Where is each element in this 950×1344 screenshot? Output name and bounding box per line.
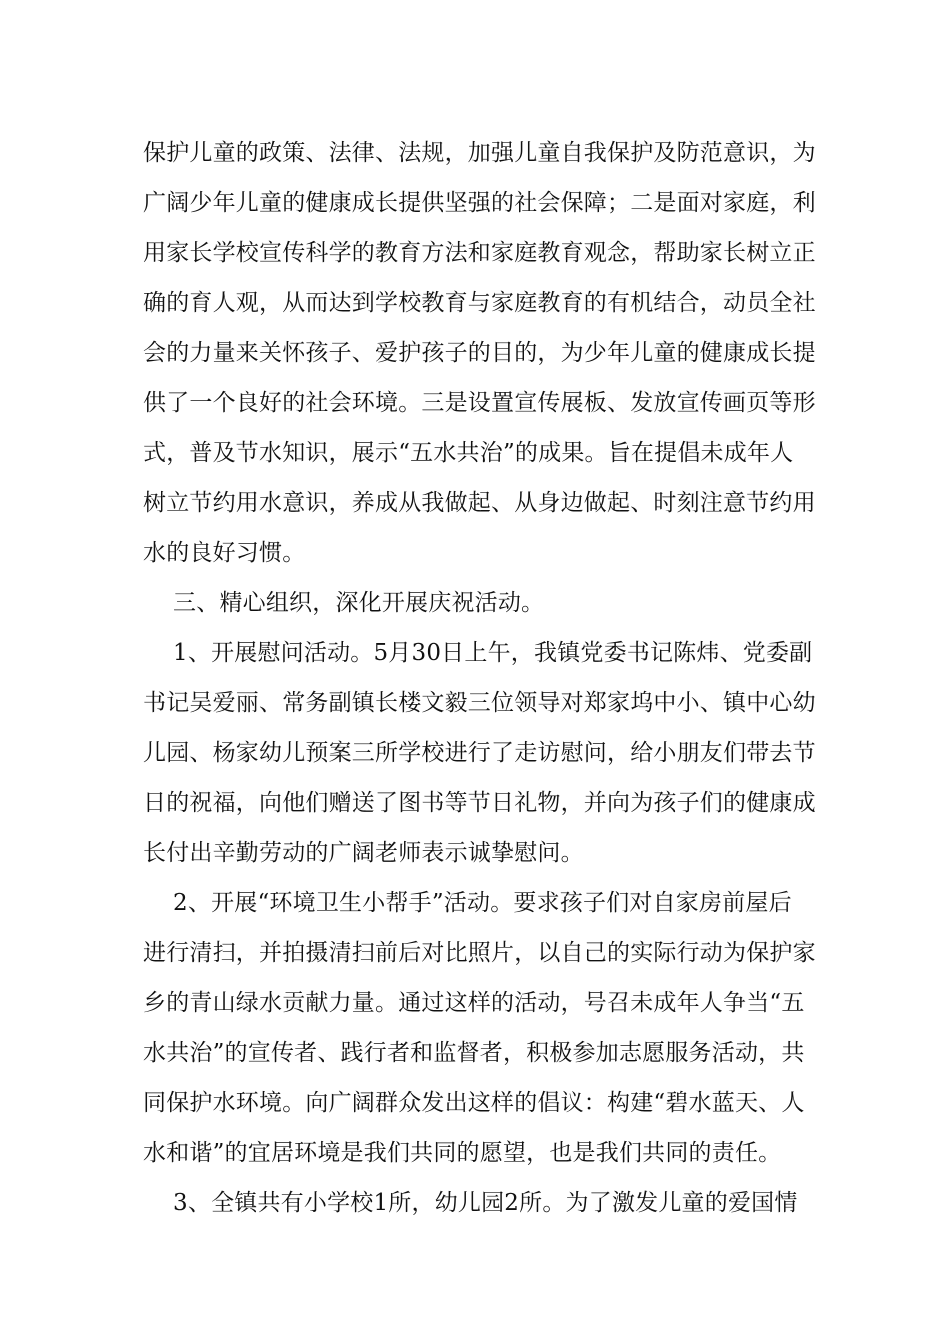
text-line: 2、开展“环境卫生小帮手”活动。要求孩子们对自家房前屋后 bbox=[143, 890, 792, 916]
text-line: 用家长学校宣传科学的教育方法和家庭教育观念，帮助家长树立正 bbox=[143, 240, 816, 266]
text-line: 供了一个良好的社会环境。三是设置宣传展板、发放宣传画页等形 bbox=[143, 390, 816, 416]
text-line: 水和谐”的宜居环境是我们共同的愿望，也是我们共同的责任。 bbox=[143, 1140, 782, 1166]
text-line: 同保护水环境。向广阔群众发出这样的倡议：构建“碧水蓝天、人 bbox=[143, 1090, 805, 1116]
text-line: 确的育人观，从而达到学校教育与家庭教育的有机结合，动员全社 bbox=[143, 290, 816, 316]
text-line: 式，普及节水知识，展示“五水共治”的成果。旨在提倡未成年人 bbox=[143, 440, 794, 466]
text-line: 水共治”的宣传者、践行者和监督者，积极参加志愿服务活动，共 bbox=[143, 1040, 805, 1066]
text-line: 进行清扫，并拍摄清扫前后对比照片，以自己的实际行动为保护家 bbox=[143, 940, 816, 966]
text-line: 树立节约用水意识，养成从我做起、从身边做起、时刻注意节约用 bbox=[143, 490, 816, 516]
text-line: 会的力量来关怀孩子、爱护孩子的目的，为少年儿童的健康成长提 bbox=[143, 340, 816, 366]
text-line: 长付出辛勤劳动的广阔老师表示诚挚慰问。 bbox=[143, 840, 584, 866]
text-line: 保护儿童的政策、法律、法规，加强儿童自我保护及防范意识，为 bbox=[143, 140, 816, 166]
text-line: 广阔少年儿童的健康成长提供坚强的社会保障；二是面对家庭，利 bbox=[143, 190, 816, 216]
text-line: 水的良好习惯。 bbox=[143, 540, 306, 566]
text-line: 日的祝福，向他们赠送了图书等节日礼物，并向为孩子们的健康成 bbox=[143, 790, 816, 816]
text-line: 1、开展慰问活动。5月30日上午，我镇党委书记陈炜、党委副 bbox=[143, 640, 813, 666]
section-heading: 三、精心组织，深化开展庆祝活动。 bbox=[143, 590, 545, 616]
text-line: 乡的青山绿水贡献力量。通过这样的活动，号召未成年人争当“五 bbox=[143, 990, 805, 1016]
text-line: 书记吴爱丽、常务副镇长楼文毅三位领导对郑家坞中小、镇中心幼 bbox=[143, 690, 816, 716]
text-line: 儿园、杨家幼儿预案三所学校进行了走访慰问，给小朋友们带去节 bbox=[143, 740, 816, 766]
text-line: 3、全镇共有小学校1所，幼儿园2所。为了激发儿童的爱国情 bbox=[143, 1190, 798, 1216]
